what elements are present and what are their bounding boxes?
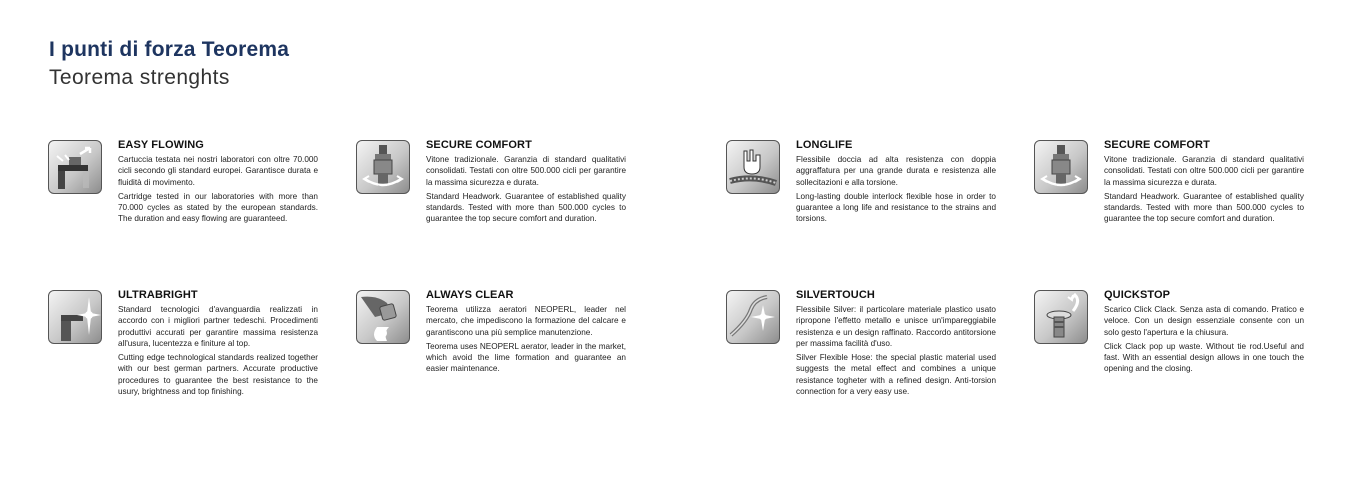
popup-waste-icon [1034, 290, 1088, 344]
feature-title: ALWAYS CLEAR [426, 289, 514, 301]
feature-text-it: Flessibile doccia ad alta resistenza con doppia aggraffatura per una grande durata e resistenza alle sollecitazioni e alla torsione. [796, 155, 996, 187]
aerator-icon [356, 290, 410, 344]
silver-hose-icon [726, 290, 780, 344]
feature-text-en: Cutting edge technological standards realized together with our best german partners. Accurate productive procedures to guarantee the best resistance to the usury, brightness and top finishing. [118, 353, 318, 397]
page-title: I punti di forza Teorema [49, 38, 290, 61]
feature-text-en: Long-lasting double interlock flexible hose in order to guarantee a long life and resistance to the strains and torsions. [796, 191, 996, 224]
feature-text-en: Cartridge tested in our laboratories with more than 70.000 cycles as stated by the european standards. The duration and easy flowing are guaranteed. [118, 191, 318, 224]
faucet-flow-icon [48, 140, 102, 194]
flexible-hose-icon [726, 140, 780, 194]
feature-text-en: Standard Headwork. Guarantee of established quality standards. Tested with more than 500.000 cycles to guarantee the top secure comfort and duration. [1104, 191, 1304, 224]
feature-title: SECURE COMFORT [1104, 139, 1210, 151]
feature-title: EASY FLOWING [118, 139, 204, 151]
feature-text-en: Teorema uses NEOPERL aerator, leader in the market, which avoid the lime formation and guarantee an easier maintenance. [426, 341, 626, 374]
feature-title: SILVERTOUCH [796, 289, 875, 301]
feature-text-en: Silver Flexible Hose: the special plastic material used suggests the metal effect and combines a unique resistance togheter with a refined design. Anti-torsion connection for a very easy use. [796, 353, 996, 397]
sparkle-faucet-icon [48, 290, 102, 344]
feature-text-it: Scarico Click Clack. Senza asta di comando. Pratico e veloce. Con un design essenziale consente con un solo gesto l'apertura e la chiusura. [1104, 305, 1304, 337]
feature-text-it: Vitone tradizionale. Garanzia di standard qualitativi consolidati. Testati con oltre 500.000 cicli per garantire la massima sicurezza e durata. [1104, 155, 1304, 187]
feature-title: SECURE COMFORT [426, 139, 532, 151]
feature-title: ULTRABRIGHT [118, 289, 198, 301]
headwork-icon [356, 140, 410, 194]
feature-text-en: Click Clack pop up waste. Without tie rod.Useful and fast. With an essential design allows in one touch the opening and the closing. [1104, 341, 1304, 374]
feature-text-it: Flessibile Silver: il particolare materiale plastico usato ripropone l'effetto metallo e unisce un'impareggiabile resistenza e un design raffinato. Raccordo antitorsione per massima facilità d'uso. [796, 305, 996, 348]
feature-title: LONGLIFE [796, 139, 853, 151]
feature-text-it: Standard tecnologici d'avanguardia realizzati in accordo con i migliori partner tedeschi. Procedimenti produttivi accurati per garantire massima resistenza all'usura, lucentezza e finiture al top. [118, 305, 318, 348]
headwork-icon [1034, 140, 1088, 194]
feature-title: QUICKSTOP [1104, 289, 1171, 301]
feature-text-it: Cartuccia testata nei nostri laboratori con oltre 70.000 cicli secondo gli standard europei. Garantisce durata e fluidità di movimento. [118, 155, 318, 187]
page-subtitle: Teorema strenghts [49, 66, 230, 89]
feature-text-it: Vitone tradizionale. Garanzia di standard qualitativi consolidati. Testati con oltre 500.000 cicli per garantire la massima sicurezza e durata. [426, 155, 626, 187]
feature-text-it: Teorema utilizza aeratori NEOPERL, leader nel mercato, che impediscono la formazione del calcare e garantiscono una più semplice manutenzione. [426, 305, 626, 337]
feature-text-en: Standard Headwork. Guarantee of established quality standards. Tested with more than 500.000 cycles to guarantee the top secure comfort and duration. [426, 191, 626, 224]
